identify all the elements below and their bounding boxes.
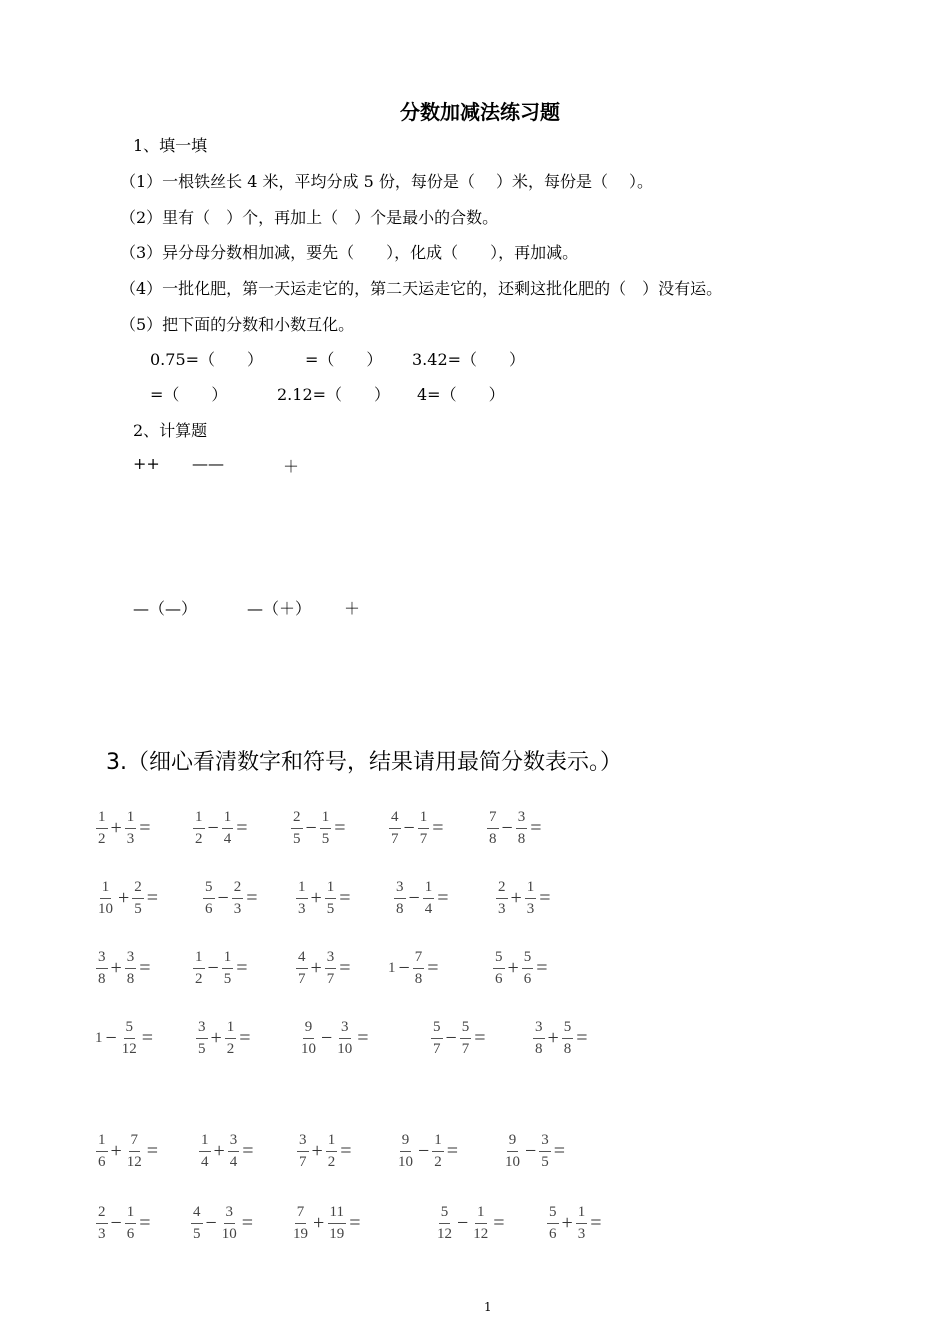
fraction-exercise: [395, 1133, 460, 1170]
denominator: 7: [326, 971, 335, 987]
equals-sign: =: [146, 1140, 159, 1162]
denominator: 8: [98, 971, 106, 987]
fraction: [327, 1205, 346, 1242]
numerator: 7: [487, 810, 499, 829]
denominator: 8: [563, 1041, 572, 1057]
question-3: （3）异分母分数相加减，要先（ ），化成（ ），再加减。: [120, 243, 579, 262]
fraction: [232, 880, 244, 917]
denominator: 5: [134, 901, 142, 917]
fraction-exercise: [95, 810, 153, 847]
denominator: 3: [98, 1226, 106, 1242]
equals-sign: =: [239, 1027, 251, 1049]
fraction: [576, 1205, 588, 1242]
equals-sign: =: [339, 957, 351, 979]
numerator: 3: [516, 810, 528, 829]
fraction: [396, 1133, 415, 1170]
numerator: 2: [96, 1205, 108, 1224]
equals-sign: =: [139, 817, 151, 839]
equals-sign: =: [334, 817, 346, 839]
denominator: 19: [293, 1226, 308, 1242]
denominator: 2: [195, 971, 203, 987]
numerator: 2: [132, 880, 144, 899]
fraction: [125, 950, 137, 987]
calc-item: ++: [133, 454, 160, 473]
numerator: 9: [303, 1020, 315, 1039]
operator: −: [110, 1212, 122, 1234]
denominator: 4: [201, 1154, 209, 1170]
fraction: [125, 810, 137, 847]
operator: +: [110, 957, 122, 979]
operator: +: [510, 887, 522, 909]
fraction: [547, 1205, 559, 1242]
operator: −: [398, 957, 410, 979]
operator: −: [501, 817, 513, 839]
numerator: 5: [460, 1020, 472, 1039]
fraction-exercise: [430, 1020, 488, 1057]
fraction: [539, 1133, 551, 1170]
numerator: 1: [100, 880, 112, 899]
denominator: 4: [424, 901, 433, 917]
denominator: 5: [193, 1226, 201, 1242]
calc-item: ＋: [283, 457, 300, 476]
numerator: 5: [124, 1020, 136, 1039]
numerator: 1: [418, 810, 430, 829]
fraction: [228, 1133, 240, 1170]
equals-sign: =: [432, 817, 444, 839]
question-5: （5）把下面的分数和小数互化。: [120, 315, 355, 334]
equals-sign: =: [590, 1212, 602, 1234]
equals-sign: =: [242, 1140, 254, 1162]
numerator: 3: [339, 1020, 351, 1039]
denominator: 7: [461, 1041, 470, 1057]
denominator: 2: [98, 831, 106, 847]
fraction: [96, 880, 115, 917]
numerator: 7: [295, 1205, 307, 1224]
equals-sign: =: [576, 1027, 588, 1049]
denominator: 8: [489, 831, 497, 847]
denominator: 12: [437, 1226, 452, 1242]
operator: +: [507, 957, 519, 979]
numerator: 5: [562, 1020, 574, 1039]
denominator: 10: [221, 1226, 237, 1242]
fraction-exercise: [95, 1133, 160, 1170]
section-1-heading: 1、填一填: [133, 136, 208, 155]
fraction: [291, 1205, 310, 1242]
fraction-exercise: [295, 950, 353, 987]
denominator: 3: [498, 901, 506, 917]
operator: +: [118, 887, 130, 909]
fraction: [191, 1205, 203, 1242]
fraction-exercise: [95, 1205, 153, 1242]
operator: −: [207, 957, 219, 979]
denominator: 2: [195, 831, 203, 847]
denominator: 7: [299, 1154, 307, 1170]
numerator: 9: [400, 1133, 412, 1152]
operator: −: [403, 817, 415, 839]
denominator: 10: [505, 1154, 520, 1170]
denominator: 5: [326, 901, 335, 917]
denominator: 10: [337, 1041, 353, 1057]
fraction: [423, 880, 435, 917]
numerator: 5: [547, 1205, 559, 1224]
numerator: 1: [525, 880, 537, 899]
numerator: 3: [297, 1133, 309, 1152]
fraction-exercise: [192, 950, 250, 987]
operator: −: [321, 1027, 333, 1049]
denominator: 6: [98, 1154, 106, 1170]
fraction: [220, 1205, 239, 1242]
fraction: [125, 1205, 137, 1242]
fraction: [493, 950, 505, 987]
denominator: 12: [473, 1226, 489, 1242]
fraction: [394, 880, 406, 917]
denominator: 6: [549, 1226, 557, 1242]
whole-number: 1: [388, 960, 396, 976]
fraction-exercise: [190, 1205, 255, 1242]
numerator: 1: [96, 810, 108, 829]
numerator: 7: [413, 950, 425, 969]
fraction-exercise: [495, 880, 553, 917]
equals-sign: =: [339, 887, 351, 909]
operator: +: [310, 957, 322, 979]
fraction-exercise: [195, 1020, 253, 1057]
denominator: 3: [298, 901, 306, 917]
operator: −: [207, 817, 219, 839]
equals-sign: =: [474, 1027, 486, 1049]
denominator: 5: [223, 971, 232, 987]
equals-sign: =: [530, 817, 542, 839]
fraction-exercise: [202, 880, 260, 917]
fraction-exercise: [290, 1205, 363, 1242]
numerator: 4: [296, 950, 308, 969]
denominator: 3: [577, 1226, 586, 1242]
whole-number: 1: [95, 1030, 103, 1046]
fraction: [533, 1020, 545, 1057]
denominator: 6: [205, 901, 213, 917]
fraction-exercise: [95, 880, 160, 917]
fraction-exercise: [388, 810, 446, 847]
numerator: 5: [493, 950, 505, 969]
fraction: [418, 810, 430, 847]
fraction-exercise: [532, 1020, 590, 1057]
numerator: 5: [431, 1020, 443, 1039]
fraction: [413, 950, 425, 987]
numerator: 1: [199, 1133, 211, 1152]
fraction: [132, 880, 144, 917]
operator: +: [311, 1140, 323, 1162]
numerator: 1: [320, 810, 332, 829]
equals-sign: =: [493, 1212, 505, 1234]
operator: −: [305, 817, 317, 839]
numerator: 2: [291, 810, 303, 829]
fraction-exercise: [198, 1133, 256, 1170]
fraction: [222, 950, 234, 987]
denominator: 3: [126, 831, 135, 847]
fraction: [225, 1020, 237, 1057]
fraction: [299, 1020, 318, 1057]
numerator: 2: [496, 880, 508, 899]
numerator: 3: [228, 1133, 240, 1152]
equals-sign: =: [340, 1140, 352, 1162]
denominator: 4: [223, 831, 232, 847]
question-2: （2）里有（ ）个，再加上（ ）个是最小的合数。: [120, 208, 499, 227]
numerator: 3: [533, 1020, 545, 1039]
fraction: [435, 1205, 454, 1242]
denominator: 10: [398, 1154, 413, 1170]
section-3-heading: 3.（细心看清数字和符号，结果请用最简分数表示。）: [106, 750, 622, 775]
equals-sign: =: [446, 1140, 459, 1162]
denominator: 8: [126, 971, 135, 987]
fraction-exercise: [95, 950, 153, 987]
fraction-exercise: [298, 1020, 371, 1057]
equals-sign: =: [553, 1140, 566, 1162]
fraction-exercise: [492, 950, 550, 987]
fraction: [562, 1020, 574, 1057]
numerator: 1: [225, 1020, 237, 1039]
numerator: 1: [326, 1133, 338, 1152]
equals-sign: =: [349, 1212, 361, 1234]
fraction: [199, 1133, 211, 1170]
fraction-exercise: [290, 810, 348, 847]
equals-sign: =: [536, 957, 548, 979]
denominator: 12: [121, 1041, 137, 1057]
denominator: 6: [495, 971, 503, 987]
equals-sign: =: [146, 887, 159, 909]
numerator: 1: [125, 810, 137, 829]
fraction: [96, 810, 108, 847]
numerator: 9: [507, 1133, 519, 1152]
denominator: 6: [523, 971, 532, 987]
numerator: 11: [328, 1205, 346, 1224]
denominator: 7: [391, 831, 399, 847]
fraction: [193, 950, 205, 987]
equals-sign: =: [539, 887, 551, 909]
numerator: 3: [224, 1205, 236, 1224]
fraction: [96, 950, 108, 987]
fraction: [522, 950, 534, 987]
equals-sign: =: [246, 887, 258, 909]
denominator: 8: [535, 1041, 543, 1057]
numerator: 3: [96, 950, 108, 969]
numerator: 3: [196, 1020, 208, 1039]
numerator: 1: [432, 1133, 444, 1152]
equals-sign: =: [437, 887, 449, 909]
fraction: [125, 1133, 144, 1170]
fraction: [335, 1020, 354, 1057]
numerator: 1: [325, 880, 337, 899]
denominator: 2: [434, 1154, 442, 1170]
numerator: 5: [522, 950, 534, 969]
fraction-exercise: [434, 1205, 507, 1242]
denominator: 2: [226, 1041, 235, 1057]
section-2-heading: 2、计算题: [133, 421, 208, 440]
numerator: 2: [232, 880, 244, 899]
numerator: 5: [439, 1205, 451, 1224]
fraction: [96, 1133, 108, 1170]
operator: +: [547, 1027, 559, 1049]
denominator: 3: [233, 901, 242, 917]
fraction: [487, 810, 499, 847]
numerator: 5: [203, 880, 215, 899]
fraction: [496, 880, 508, 917]
denominator: 4: [229, 1154, 238, 1170]
conversion-item: 3.42=（ ）: [412, 350, 526, 369]
fraction-exercise: [393, 880, 451, 917]
equals-sign: =: [241, 1212, 254, 1234]
fraction-exercise: [95, 1020, 155, 1057]
fraction-exercise: [295, 880, 353, 917]
operator: −: [105, 1027, 117, 1049]
question-1: （1）一根铁丝长 4 米，平均分成 5 份，每份是（ ）米，每份是（ ）。: [120, 172, 654, 191]
fraction: [222, 810, 234, 847]
numerator: 1: [96, 1133, 108, 1152]
numerator: 1: [222, 810, 234, 829]
operator: +: [313, 1212, 325, 1234]
operator: −: [408, 887, 420, 909]
numerator: 3: [125, 950, 137, 969]
calc-item: —（＋）: [247, 599, 312, 618]
calc-item: ＋: [344, 599, 361, 618]
page-title: 分数加减法练习题: [400, 100, 560, 124]
calc-item: ——: [192, 454, 224, 473]
numerator: 1: [222, 950, 234, 969]
numerator: 1: [423, 880, 435, 899]
denominator: 7: [433, 1041, 441, 1057]
fraction-exercise: [502, 1133, 567, 1170]
fraction-exercise: [486, 810, 544, 847]
denominator: 6: [126, 1226, 135, 1242]
denominator: 7: [419, 831, 428, 847]
conversion-item: =（ ）: [150, 385, 228, 404]
fraction: [203, 880, 215, 917]
numerator: 1: [576, 1205, 588, 1224]
fraction: [432, 1133, 444, 1170]
question-4: （4）一批化肥，第一天运走它的，第二天运走它的，还剩这批化肥的（ ）没有运。: [120, 279, 723, 298]
fraction: [96, 1205, 108, 1242]
numerator: 1: [193, 810, 205, 829]
fraction: [471, 1205, 490, 1242]
numerator: 1: [296, 880, 308, 899]
operator: −: [418, 1140, 430, 1162]
denominator: 5: [198, 1041, 206, 1057]
denominator: 8: [517, 831, 526, 847]
denominator: 8: [396, 901, 404, 917]
fraction: [291, 810, 303, 847]
fraction: [325, 950, 337, 987]
fraction-exercise: [546, 1205, 604, 1242]
numerator: 4: [389, 810, 401, 829]
fraction: [196, 1020, 208, 1057]
numerator: 1: [475, 1205, 487, 1224]
numerator: 1: [193, 950, 205, 969]
fraction: [320, 810, 332, 847]
operator: −: [525, 1140, 537, 1162]
conversion-item: 2.12=（ ）: [277, 385, 391, 404]
denominator: 12: [126, 1154, 142, 1170]
fraction: [325, 880, 337, 917]
conversion-item: =（ ）: [305, 350, 383, 369]
denominator: 8: [414, 971, 423, 987]
equals-sign: =: [141, 1027, 154, 1049]
fraction: [297, 1133, 309, 1170]
fraction: [503, 1133, 522, 1170]
numerator: 1: [125, 1205, 137, 1224]
equals-sign: =: [139, 1212, 151, 1234]
numerator: 3: [325, 950, 337, 969]
fraction: [326, 1133, 338, 1170]
fraction-exercise: [296, 1133, 354, 1170]
fraction: [296, 880, 308, 917]
fraction: [193, 810, 205, 847]
operator: +: [310, 887, 322, 909]
fraction: [120, 1020, 139, 1057]
fraction: [389, 810, 401, 847]
operator: −: [205, 1212, 217, 1234]
equals-sign: =: [236, 817, 248, 839]
equals-sign: =: [236, 957, 248, 979]
page-number: 1: [484, 1300, 492, 1314]
denominator: 5: [541, 1154, 549, 1170]
equals-sign: =: [427, 957, 439, 979]
denominator: 10: [301, 1041, 316, 1057]
operator: −: [217, 887, 229, 909]
operator: −: [445, 1027, 457, 1049]
conversion-item: 4=（ ）: [417, 385, 505, 404]
operator: −: [457, 1212, 469, 1234]
numerator: 7: [129, 1133, 141, 1152]
numerator: 4: [191, 1205, 203, 1224]
fraction: [460, 1020, 472, 1057]
denominator: 2: [327, 1154, 336, 1170]
denominator: 5: [293, 831, 301, 847]
operator: +: [210, 1027, 222, 1049]
fraction: [516, 810, 528, 847]
fraction-exercise: [388, 950, 441, 987]
fraction: [296, 950, 308, 987]
equals-sign: =: [357, 1027, 369, 1049]
operator: +: [110, 817, 122, 839]
fraction-exercise: [192, 810, 250, 847]
denominator: 7: [298, 971, 306, 987]
denominator: 19: [329, 1226, 345, 1242]
conversion-item: 0.75=（ ）: [150, 350, 264, 369]
operator: +: [110, 1140, 122, 1162]
numerator: 3: [394, 880, 406, 899]
denominator: 10: [98, 901, 113, 917]
calc-item: —（—）: [133, 599, 198, 618]
denominator: 3: [526, 901, 535, 917]
numerator: 3: [539, 1133, 551, 1152]
operator: +: [561, 1212, 573, 1234]
fraction: [431, 1020, 443, 1057]
operator: +: [213, 1140, 225, 1162]
equals-sign: =: [139, 957, 151, 979]
fraction: [525, 880, 537, 917]
denominator: 5: [321, 831, 330, 847]
